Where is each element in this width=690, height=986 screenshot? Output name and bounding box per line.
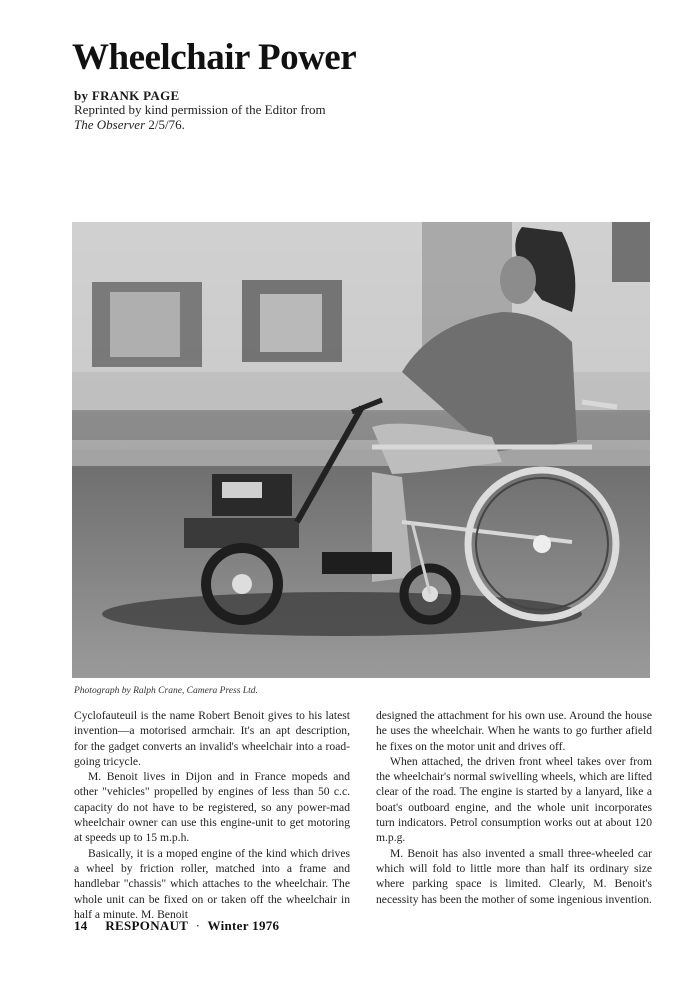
paragraph: Basically, it is a moped engine of the kind which drives a wheel by friction roller, matched into a frame and handlebar "chassis" which attaches to the wheelchair. The whole unit can be fixed on or taken off the wheelchair in half a minute. M. Benoit — [74, 846, 350, 921]
page-footer — [74, 918, 279, 934]
paragraph: designed the attachment for his own use. Around the house he uses the wheelchair. When he wants to go further afield he fixes on the motor unit and drives off. — [376, 709, 652, 753]
wheelchair-photo-illustration — [72, 222, 650, 678]
paragraph: M. Benoit has also invented a small three-wheeled car which will fold to little more than half its ordinary size where parking space is limited. Clearly, M. Benoit's necessity has been the mother of some ingenious invention. — [376, 846, 652, 906]
byline: by FRANK PAGE — [74, 88, 180, 103]
issue-label: Winter 1976 — [207, 918, 280, 933]
publication-date: 2/5/76. — [145, 117, 185, 132]
magazine-name: RESPONAUT — [105, 918, 189, 933]
body-column-left — [74, 708, 350, 922]
reprint-notice — [74, 102, 354, 132]
paragraph: M. Benoit lives in Dijon and in France mopeds and other "vehicles" propelled by engines of less than 50 c.c. capacity do not have to be registered, so any power-mad wheelchair owner can use this engine-unit to get motoring at speeds up to 15 m.p.h. — [74, 770, 350, 845]
paragraph: When attached, the driven front wheel takes over from the wheelchair's normal swivelling wheels, which are lifted clear of the road. The engine is started by a lanyard, like a boat's outboard engine, and the whole unit incorporates turn indicators. Petrol consumption works out at about 120 m.p.g. — [376, 754, 652, 845]
photo-caption: Photograph by Ralph Crane, Camera Press Ltd. — [74, 686, 258, 696]
paragraph: Cyclofauteuil is the name Robert Benoit gives to his latest invention—a motorised armchair. It's an apt description, for the gadget converts an invalid's wheelchair into a road-going tricycle. — [74, 709, 350, 768]
page-number: 14 — [74, 918, 88, 933]
article-photo — [72, 222, 650, 678]
publication-name: The Observer — [74, 117, 146, 132]
article-title: Wheelchair Power — [72, 37, 357, 78]
body-column-right — [376, 708, 652, 907]
footer-separator: · — [195, 918, 201, 933]
reprint-line: Reprinted by kind permission of the Editor from — [74, 102, 326, 117]
